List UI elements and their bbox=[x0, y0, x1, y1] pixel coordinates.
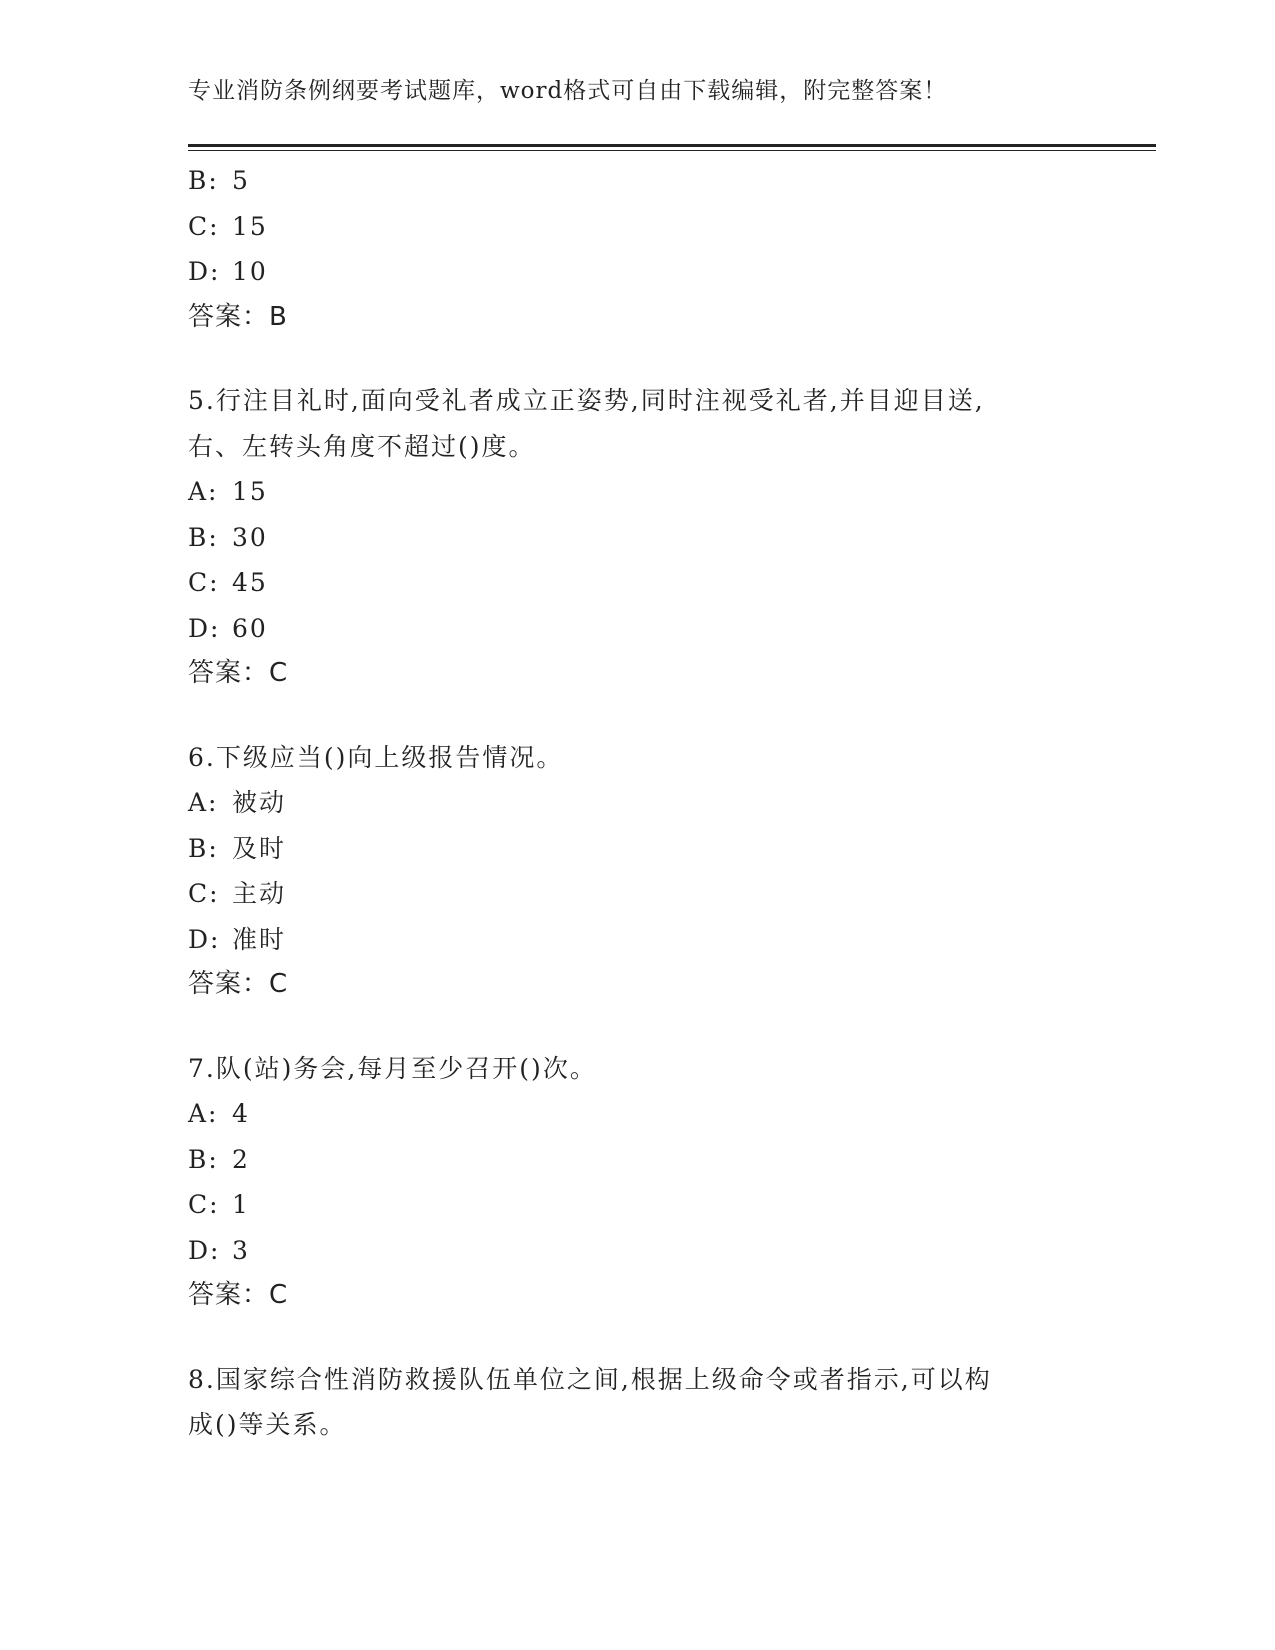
answer-line: 答案：C bbox=[188, 1280, 289, 1310]
option-a bbox=[188, 469, 1088, 515]
answer-line: 答案：B bbox=[188, 301, 288, 332]
option-text: 60 bbox=[232, 613, 268, 643]
question-stem-line: 成()等关系。 bbox=[188, 1410, 347, 1439]
option-label: B: bbox=[188, 166, 219, 195]
option-text: 被动 bbox=[232, 788, 287, 817]
option-a bbox=[188, 780, 1088, 826]
option-text: 1 bbox=[232, 1190, 250, 1219]
question-7 bbox=[188, 1046, 1088, 1319]
option-text: 主动 bbox=[232, 879, 287, 908]
question-stem-line: 6.下级应当()向上级报告情况。 bbox=[188, 742, 564, 772]
option-text: 2 bbox=[232, 1144, 250, 1174]
option-d bbox=[188, 606, 1088, 652]
option-label: D: bbox=[188, 1235, 221, 1265]
option-a bbox=[188, 1091, 1088, 1137]
option-label: A: bbox=[188, 1099, 219, 1128]
option-text: 4 bbox=[232, 1099, 250, 1128]
header-rule-thick bbox=[188, 144, 1156, 147]
option-label: B: bbox=[188, 1144, 219, 1174]
option-text: 准时 bbox=[232, 924, 287, 954]
question-stem-line: 8.国家综合性消防救援队伍单位之间,根据上级命令或者指示,可以构 bbox=[188, 1364, 992, 1394]
question-5 bbox=[188, 378, 1088, 697]
option-label: D: bbox=[188, 613, 221, 643]
question-stem-line: 7.队(站)务会,每月至少召开()次。 bbox=[188, 1053, 597, 1083]
page-header: 专业消防条例纲要考试题库，word格式可自由下载编辑，附完整答案！ bbox=[188, 78, 948, 104]
option-c bbox=[188, 560, 1088, 606]
option-b bbox=[188, 1137, 1088, 1183]
question-stem-line: 5.行注目礼时,面向受礼者成立正姿势,同时注视受礼者,并目迎目送, bbox=[188, 386, 985, 415]
option-c bbox=[188, 871, 1088, 917]
option-d bbox=[188, 1228, 1088, 1274]
question-list bbox=[188, 158, 1088, 1448]
option-text: 及时 bbox=[232, 833, 287, 863]
option-c bbox=[188, 1182, 1088, 1228]
option-label: B: bbox=[188, 833, 219, 863]
option-label: C: bbox=[188, 568, 220, 597]
option-c bbox=[188, 204, 1088, 250]
option-b bbox=[188, 515, 1088, 561]
option-b bbox=[188, 826, 1088, 872]
header-rule-thin bbox=[188, 150, 1156, 151]
option-label: A: bbox=[188, 788, 219, 817]
option-label: D: bbox=[188, 257, 221, 286]
option-label: C: bbox=[188, 211, 220, 241]
option-text: 45 bbox=[232, 568, 268, 597]
option-text: 15 bbox=[232, 477, 268, 506]
answer-line: 答案：C bbox=[188, 658, 289, 688]
option-text: 5 bbox=[232, 166, 250, 195]
option-text: 15 bbox=[232, 211, 268, 241]
question-4-continuation bbox=[188, 158, 1088, 340]
question-8 bbox=[188, 1357, 1088, 1448]
option-label: C: bbox=[188, 879, 220, 908]
option-label: D: bbox=[188, 924, 221, 954]
option-text: 10 bbox=[232, 257, 268, 286]
answer-line: 答案：C bbox=[188, 969, 289, 999]
question-6 bbox=[188, 735, 1088, 1008]
option-b bbox=[188, 158, 1088, 204]
option-d bbox=[188, 249, 1088, 295]
option-d bbox=[188, 917, 1088, 963]
question-stem-line: 右、左转头角度不超过()度。 bbox=[188, 431, 536, 461]
option-label: B: bbox=[188, 522, 219, 552]
option-text: 30 bbox=[232, 522, 268, 552]
option-label: A: bbox=[188, 477, 219, 506]
option-label: C: bbox=[188, 1190, 220, 1219]
option-text: 3 bbox=[232, 1235, 250, 1265]
